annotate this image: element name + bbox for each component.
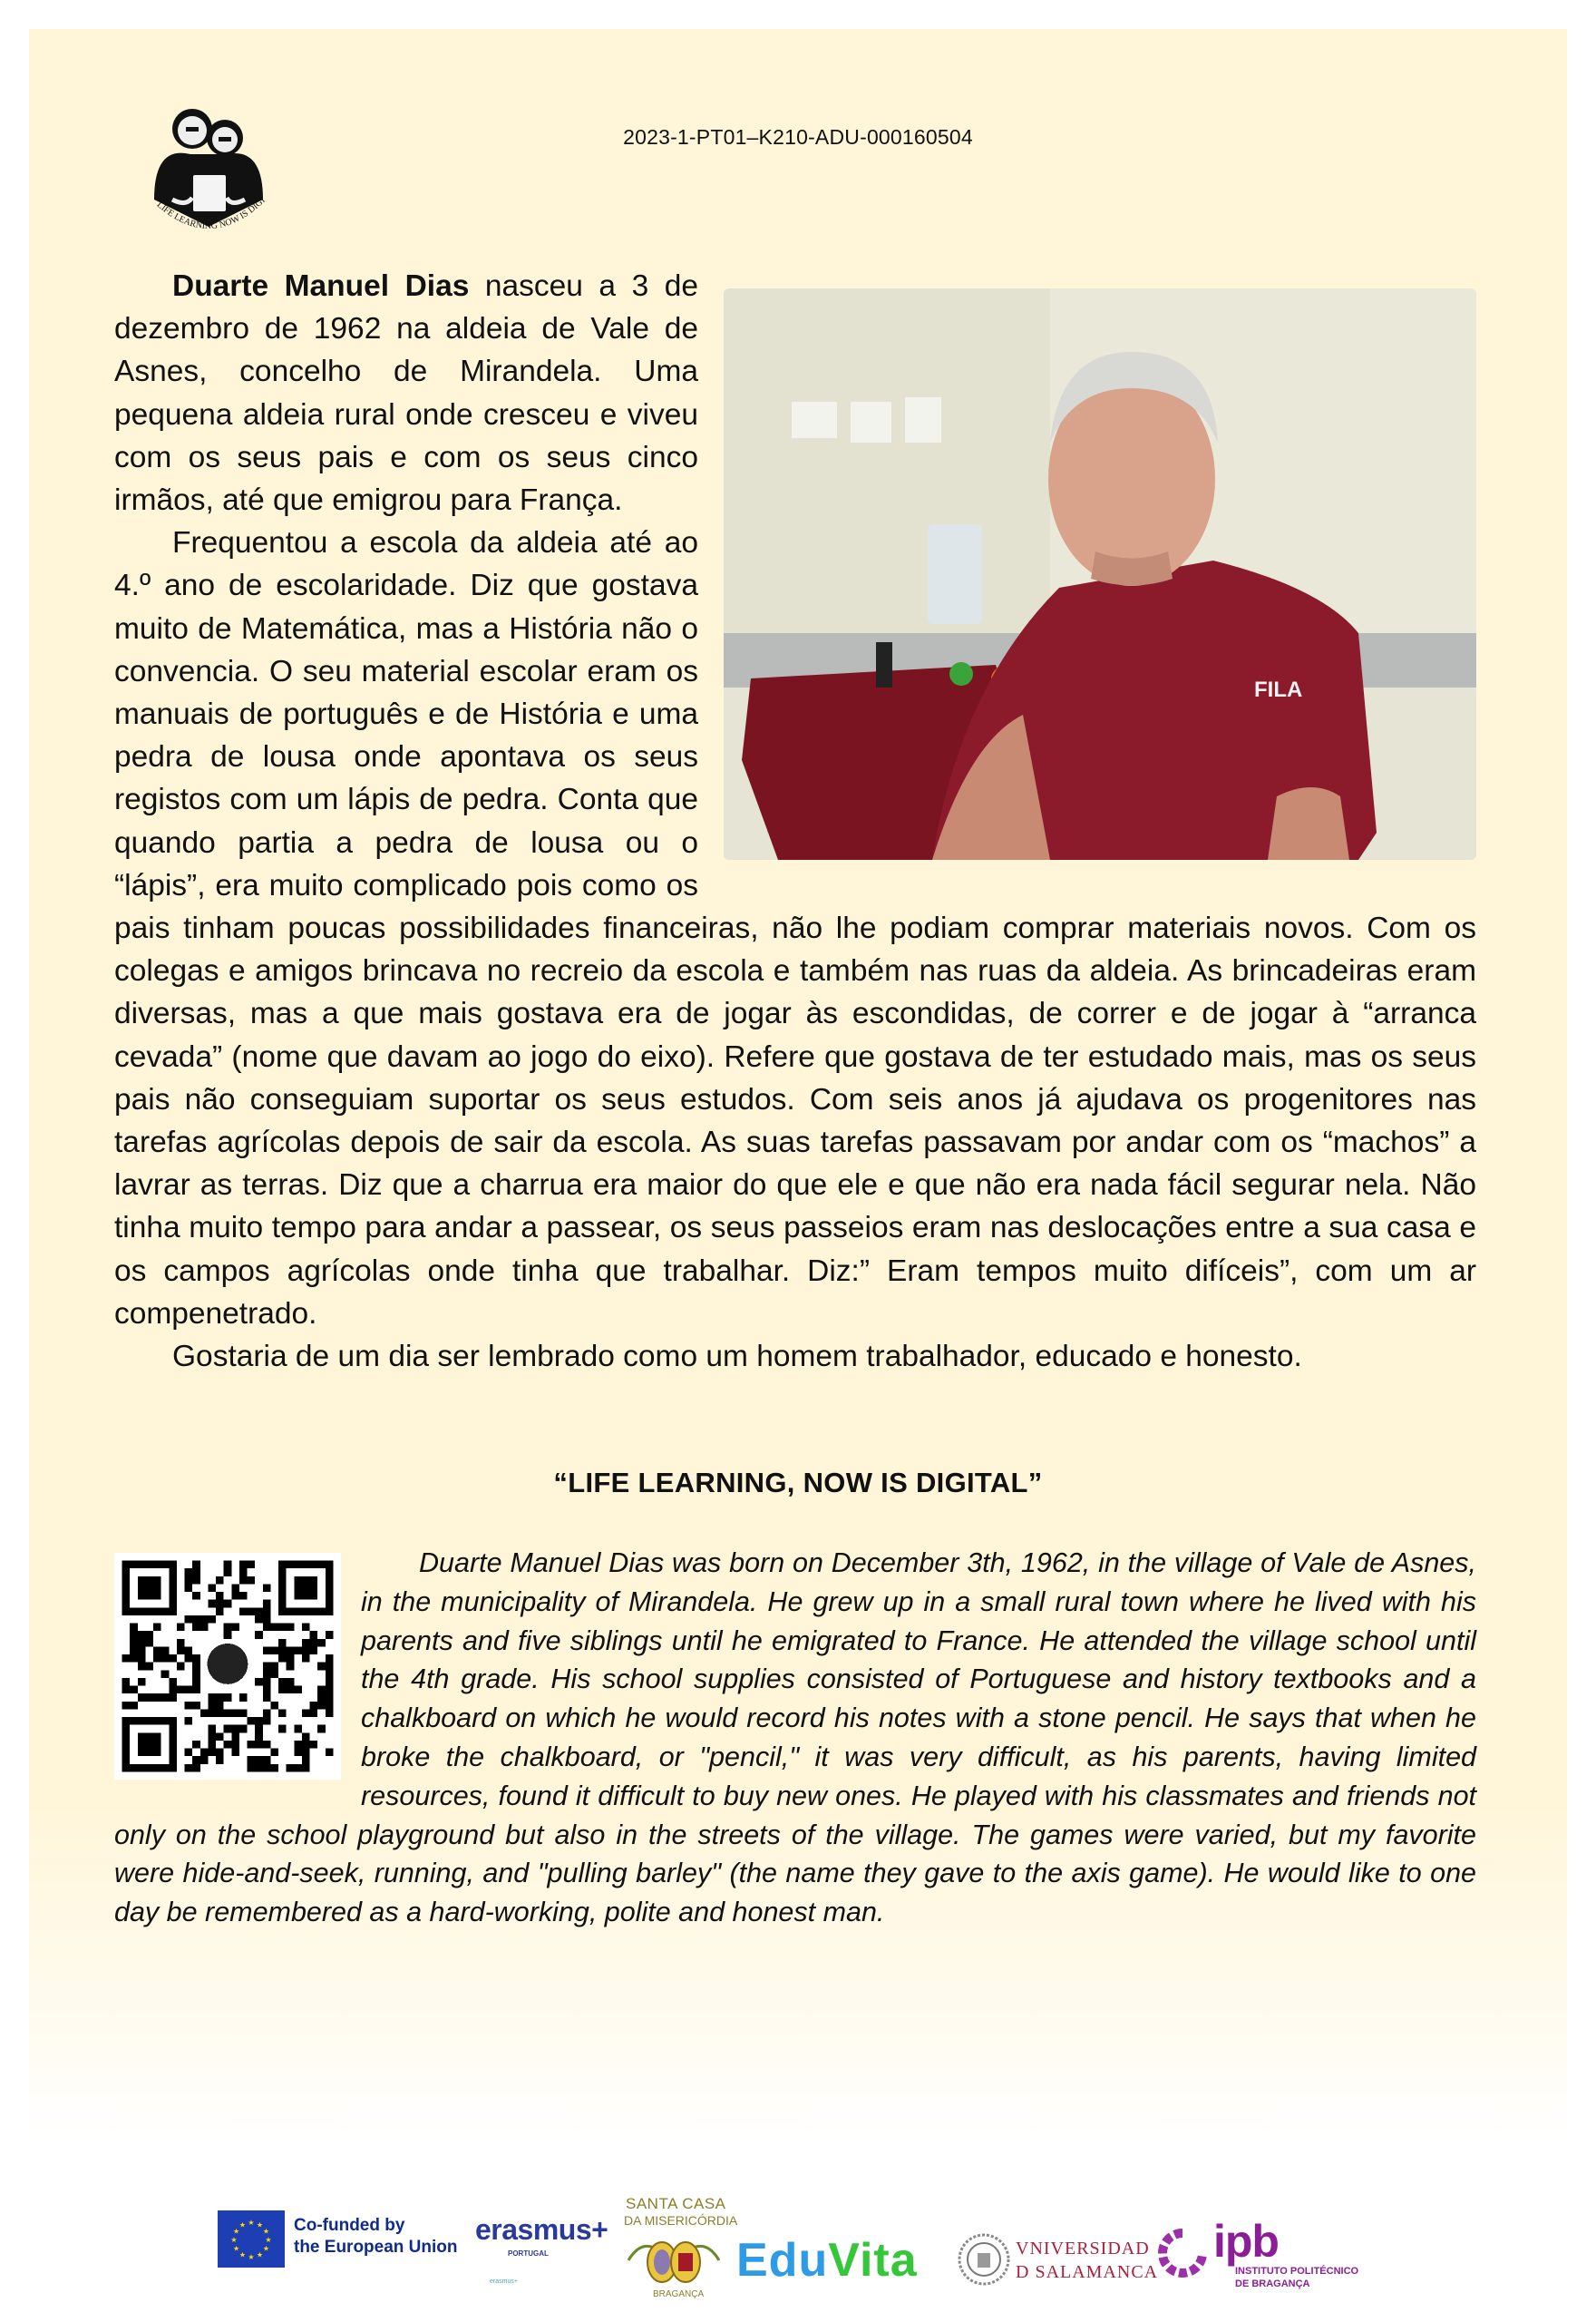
eu-star: ★ bbox=[262, 2244, 270, 2253]
life-learning-logo bbox=[136, 91, 281, 236]
eu-star: ★ bbox=[248, 2253, 255, 2261]
santa-casa-line-1: SANTA CASA bbox=[626, 2195, 726, 2212]
eu-star: ★ bbox=[238, 2250, 247, 2259]
eu-star: ★ bbox=[232, 2227, 240, 2236]
portuguese-biography bbox=[114, 265, 1476, 1378]
eduvita-vita: Vita bbox=[828, 2234, 918, 2287]
eu-star: ★ bbox=[256, 2250, 264, 2259]
eu-star: ★ bbox=[232, 2244, 240, 2253]
eu-star: ★ bbox=[248, 2219, 255, 2227]
eu-star: ★ bbox=[256, 2220, 264, 2229]
paragraph-2: Frequentou a escola da aldeia até ao 4.º ano de escolaridade. Diz que gostava muito de Matemática, mas a História não o convencia. O seu material escolar eram os manuais de português e de História e uma pedra de lousa onde apontava os seus registos com um lápis de pedra. Conta que quando partia a pedra de lousa ou o “lápis”, era muito complicado pois como os pais tinham poucas possibilidades financeiras, não lhe podiam comprar materiais novos. Com os colegas e amigos brincava no recreio da escola e também nas ruas da aldeia. As brincadeiras eram diversas, mas a que mais gostava era de jogar às escondidas, de correr e de jogar à “arranca cevada” (nome que davam ao jogo do eixo). Refere que gostava de ter estudado mais, mas os seus pais não conseguiam suportar os seus estudos. Com seis anos já ajudava os progenitores nas tarefas agrícolas depois de sair da escola. As suas tarefas passavam por andar com os “machos” a lavrar as terras. Diz que a charrua era maior do que ele e que não era nada fácil segurar nela. Não tinha muito tempo para andar a passear, os seus passeios eram nas deslocações entre a sua casa e os campos agrícolas onde tinha que trabalhar. Diz:” Eram tempos muito difíceis”, com um ar compenetrado. bbox=[114, 526, 1476, 1331]
santa-casa-crest-icon bbox=[624, 2233, 724, 2289]
ipb-line-2: DE BRAGANÇA bbox=[1235, 2278, 1310, 2289]
ipb-line-1: INSTITUTO POLITÉCNICO bbox=[1235, 2266, 1359, 2277]
erasmus-portugal-label: PORTUGAL bbox=[508, 2249, 549, 2258]
eduvita-logo bbox=[736, 2233, 918, 2288]
eu-star: ★ bbox=[265, 2236, 272, 2244]
erasmus-small-label: erasmus+ bbox=[490, 2278, 518, 2285]
partner-logos bbox=[0, 2177, 1596, 2313]
salamanca-line-1: VNIVERSIDAD bbox=[1016, 2239, 1150, 2259]
svg-text:FILA: FILA bbox=[1254, 678, 1303, 702]
ipb-gear-icon bbox=[1153, 2224, 1212, 2282]
salamanca-seal-icon bbox=[958, 2233, 1010, 2286]
project-code: 2023-1-PT01–K210-ADU-000160504 bbox=[623, 125, 973, 149]
eu-flag-icon bbox=[218, 2210, 285, 2268]
paragraph-1-text: nasceu a 3 de dezembro de 1962 na aldeia de Vale de Asnes, concelho de Mirandela. Uma pequena aldeia rural onde cresceu e viveu com os seus pais e com os seus cinco irmãos, até que emigrou para França. bbox=[114, 269, 699, 518]
salamanca-line-2: D SALAMANCA bbox=[1016, 2262, 1159, 2282]
svg-text:LIFE LEARNING NOW IS DIGITAL: LIFE LEARNING NOW IS DIGI bbox=[154, 195, 268, 232]
eu-star: ★ bbox=[230, 2236, 238, 2244]
subject-name: Duarte Manuel Dias bbox=[172, 269, 470, 303]
portrait-photo-image bbox=[724, 288, 1476, 860]
qr-code[interactable] bbox=[114, 1553, 341, 1780]
eu-cofunded-label bbox=[294, 2215, 458, 2259]
section-heading: “LIFE LEARNING, NOW IS DIGITAL” bbox=[553, 1467, 1043, 1498]
ipb-wordmark: ipb bbox=[1213, 2216, 1279, 2267]
paragraph-3: Gostaria de um dia ser lembrado como um homem trabalhador, educado e honesto. bbox=[172, 1340, 1302, 1374]
eu-line-2: the European Union bbox=[294, 2238, 458, 2257]
erasmus-logo: erasmus+ bbox=[475, 2213, 608, 2246]
qr-code-icon bbox=[114, 1553, 341, 1780]
portrait-photo bbox=[724, 288, 1476, 860]
santa-casa-line-2: DA MISERICÓRDIA bbox=[624, 2213, 738, 2228]
santa-casa-line-3: BRAGANÇA bbox=[653, 2289, 705, 2299]
eu-star: ★ bbox=[238, 2220, 247, 2229]
english-biography bbox=[114, 1544, 1476, 1932]
english-paragraph: Duarte Manuel Dias was born on December 3th, 1962, in the village of Vale de Asnes, in the municipality of Mirandela. He grew up in a small rural town where he lived with his parents and five siblings until he emigrated to France. He attended the village school until the 4th grade. His school supplies consisted of Portuguese and history textbooks and a chalkboard on which he would record his notes with a stone pencil. He says that when he broke the chalkboard, or "pencil," it was very difficult, as his parents, having limited resources, found it difficult to buy new ones. He played with his classmates and friends not only on the school playground but also in the streets of the village. The games were varied, but my favorite were hide-and-seek, running, and "pulling barley" (the name they gave to the axis game). He would like to one day be remembered as a hard-working, polite and honest man. bbox=[114, 1547, 1476, 1928]
eu-star: ★ bbox=[262, 2227, 270, 2236]
eduvita-edu: Edu bbox=[736, 2234, 829, 2287]
eu-line-1: Co-funded by bbox=[294, 2216, 405, 2235]
elderly-couple-tablet-icon bbox=[136, 91, 281, 236]
